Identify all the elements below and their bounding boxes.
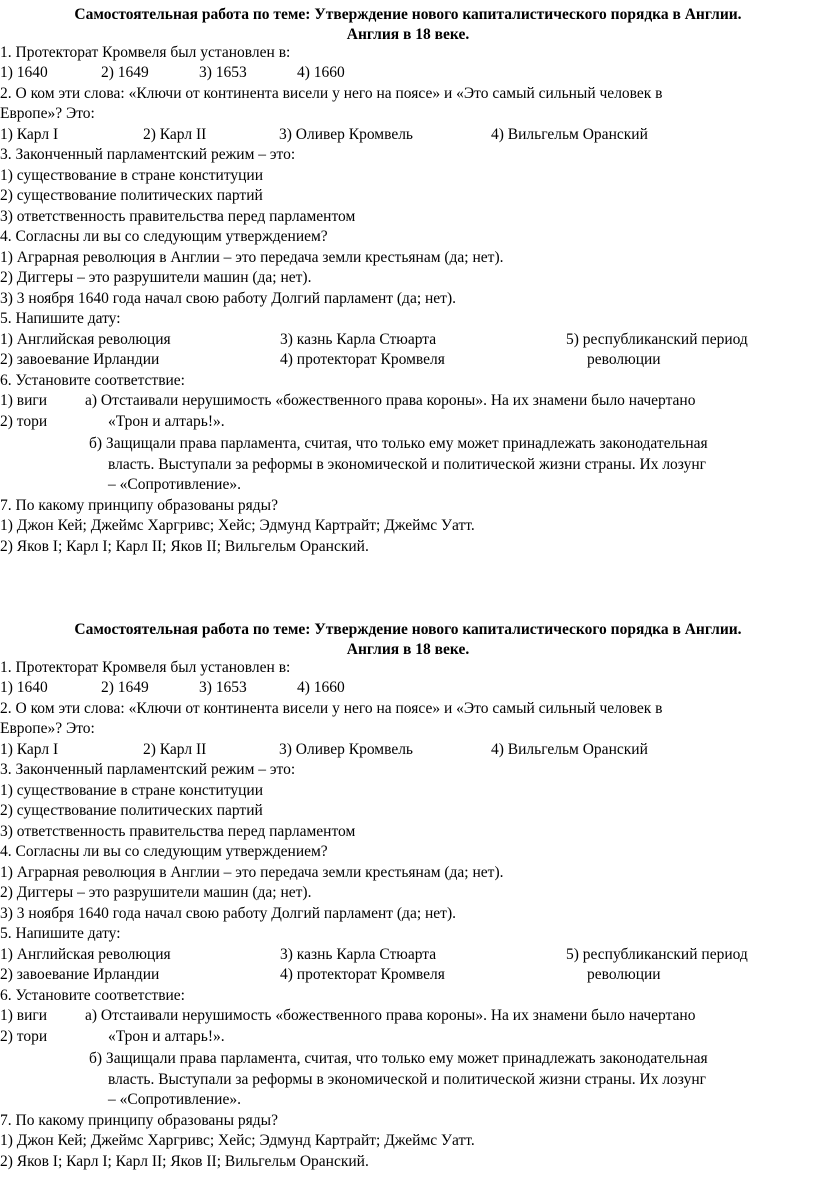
question-2-options (0, 740, 816, 760)
statement: 3) 3 ноября 1640 года начал свою работу Долгий парламент (да; нет). (0, 905, 456, 922)
option: 1) существование в стране конституции (0, 782, 264, 799)
description-a: «Трон и алтарь!». (108, 413, 225, 430)
event: 4) протекторат Кромвеля (280, 966, 445, 983)
question-6-row-2 (0, 412, 816, 432)
question-2-line-1: 2. О ком эти слова: «Ключи от континента висели у него на поясе» и «Это самый сильный человек в (0, 700, 663, 717)
question-2-line-1: 2. О ком эти слова: «Ключи от континента висели у него на поясе» и «Это самый сильный человек в (0, 85, 663, 102)
option: 1) 1640 (0, 64, 48, 81)
option: 4) 1660 (297, 679, 345, 696)
event: революции (587, 966, 661, 983)
question-5: 5. Напишите дату: (0, 310, 121, 327)
description-b: власть. Выступали за реформы в экономической и политической жизни страны. Их лозунг (108, 456, 707, 473)
option: 3) Оливер Кромвель (279, 126, 414, 143)
title-line-1: Самостоятельная работа по теме: Утверждение нового капиталистического порядка в Англии. (74, 621, 742, 638)
row-item: 1) Джон Кей; Джеймс Харгривс; Хейс; Эдмунд Картрайт; Джеймс Уатт. (0, 517, 475, 534)
question-2-options (0, 125, 816, 145)
option: 3) 1653 (199, 64, 247, 81)
question-5-row-2 (0, 965, 816, 985)
question-1-options (0, 678, 816, 698)
title-line-2: Англия в 18 веке. (346, 641, 470, 658)
option: 3) Оливер Кромвель (279, 741, 414, 758)
option: 2) 1649 (101, 679, 149, 696)
option: 3) 1653 (199, 679, 247, 696)
party: 1) виги (0, 392, 48, 409)
option: 4) Вильгельм Оранский (491, 126, 648, 143)
option: 1) 1640 (0, 679, 48, 696)
option: 2) существование политических партий (0, 802, 263, 819)
question-7: 7. По какому принципу образованы ряды? (0, 497, 278, 514)
party: 1) виги (0, 1007, 48, 1024)
question-5-row-1 (0, 945, 816, 965)
question-5-row-2 (0, 350, 816, 370)
event: 4) протекторат Кромвеля (280, 351, 445, 368)
question-1: 1. Протекторат Кромвеля был установлен в: (0, 659, 291, 676)
description-b: б) Защищали права парламента, считая, что только ему может принадлежать законодательная (89, 435, 708, 452)
option: 3) ответственность правительства перед парламентом (0, 208, 356, 225)
question-6-row-1 (0, 391, 816, 411)
row-item: 2) Яков I; Карл I; Карл II; Яков II; Вильгельм Оранский. (0, 1153, 369, 1170)
option: 2) 1649 (101, 64, 149, 81)
event: 3) казнь Карла Стюарта (280, 946, 437, 963)
question-6-row-2 (0, 1027, 816, 1047)
option: 3) ответственность правительства перед парламентом (0, 823, 356, 840)
party: 2) тори (0, 1028, 48, 1045)
question-6-row-1 (0, 1006, 816, 1026)
description-b: власть. Выступали за реформы в экономической и политической жизни страны. Их лозунг (108, 1071, 707, 1088)
option: 2) существование политических партий (0, 187, 263, 204)
description-b: – «Сопротивление». (108, 1091, 241, 1108)
option: 4) 1660 (297, 64, 345, 81)
description-b: б) Защищали права парламента, считая, что только ему может принадлежать законодательная (89, 1050, 708, 1067)
option: 4) Вильгельм Оранский (491, 741, 648, 758)
event: 3) казнь Карла Стюарта (280, 331, 437, 348)
event: революции (587, 351, 661, 368)
question-1: 1. Протекторат Кромвеля был установлен в: (0, 44, 291, 61)
event: 1) Английская революция (0, 946, 171, 963)
question-5: 5. Напишите дату: (0, 925, 121, 942)
description-a: а) Отстаивали нерушимость «божественного права короны». На их знамени было начертано (85, 1007, 696, 1024)
option: 1) существование в стране конституции (0, 167, 264, 184)
question-7: 7. По какому принципу образованы ряды? (0, 1112, 278, 1129)
question-4: 4. Согласны ли вы со следующим утверждением? (0, 228, 328, 245)
event: 2) завоевание Ирландии (0, 966, 160, 983)
question-3: 3. Законченный парламентский режим – это: (0, 146, 296, 163)
event: 2) завоевание Ирландии (0, 351, 160, 368)
question-1-options (0, 63, 816, 83)
statement: 3) 3 ноября 1640 года начал свою работу Долгий парламент (да; нет). (0, 290, 456, 307)
event: 5) республиканский период (566, 946, 748, 963)
row-item: 1) Джон Кей; Джеймс Харгривс; Хейс; Эдмунд Картрайт; Джеймс Уатт. (0, 1132, 475, 1149)
option: 2) Карл II (143, 126, 207, 143)
question-3: 3. Законченный парламентский режим – это: (0, 761, 296, 778)
title-line-2: Англия в 18 веке. (346, 26, 470, 43)
question-4: 4. Согласны ли вы со следующим утверждением? (0, 843, 328, 860)
description-b: – «Сопротивление». (108, 476, 241, 493)
question-6: 6. Установите соответствие: (0, 987, 185, 1004)
statement: 2) Диггеры – это разрушители машин (да; нет). (0, 269, 312, 286)
statement: 1) Аграрная революция в Англии – это передача земли крестьянам (да; нет). (0, 864, 504, 881)
row-item: 2) Яков I; Карл I; Карл II; Яков II; Вильгельм Оранский. (0, 538, 369, 555)
option: 1) Карл I (0, 126, 59, 143)
question-5-row-1 (0, 330, 816, 350)
statement: 2) Диггеры – это разрушители машин (да; нет). (0, 884, 312, 901)
question-2-line-2: Европе»? Это: (0, 720, 95, 737)
description-a: «Трон и алтарь!». (108, 1028, 225, 1045)
event: 1) Английская революция (0, 331, 171, 348)
party: 2) тори (0, 413, 48, 430)
statement: 1) Аграрная революция в Англии – это передача земли крестьянам (да; нет). (0, 249, 504, 266)
question-6: 6. Установите соответствие: (0, 372, 185, 389)
event: 5) республиканский период (566, 331, 748, 348)
option: 2) Карл II (143, 741, 207, 758)
option: 1) Карл I (0, 741, 59, 758)
description-a: а) Отстаивали нерушимость «божественного права короны». На их знамени было начертано (85, 392, 696, 409)
title-line-1: Самостоятельная работа по теме: Утверждение нового капиталистического порядка в Англии. (74, 6, 742, 23)
question-2-line-2: Европе»? Это: (0, 105, 95, 122)
